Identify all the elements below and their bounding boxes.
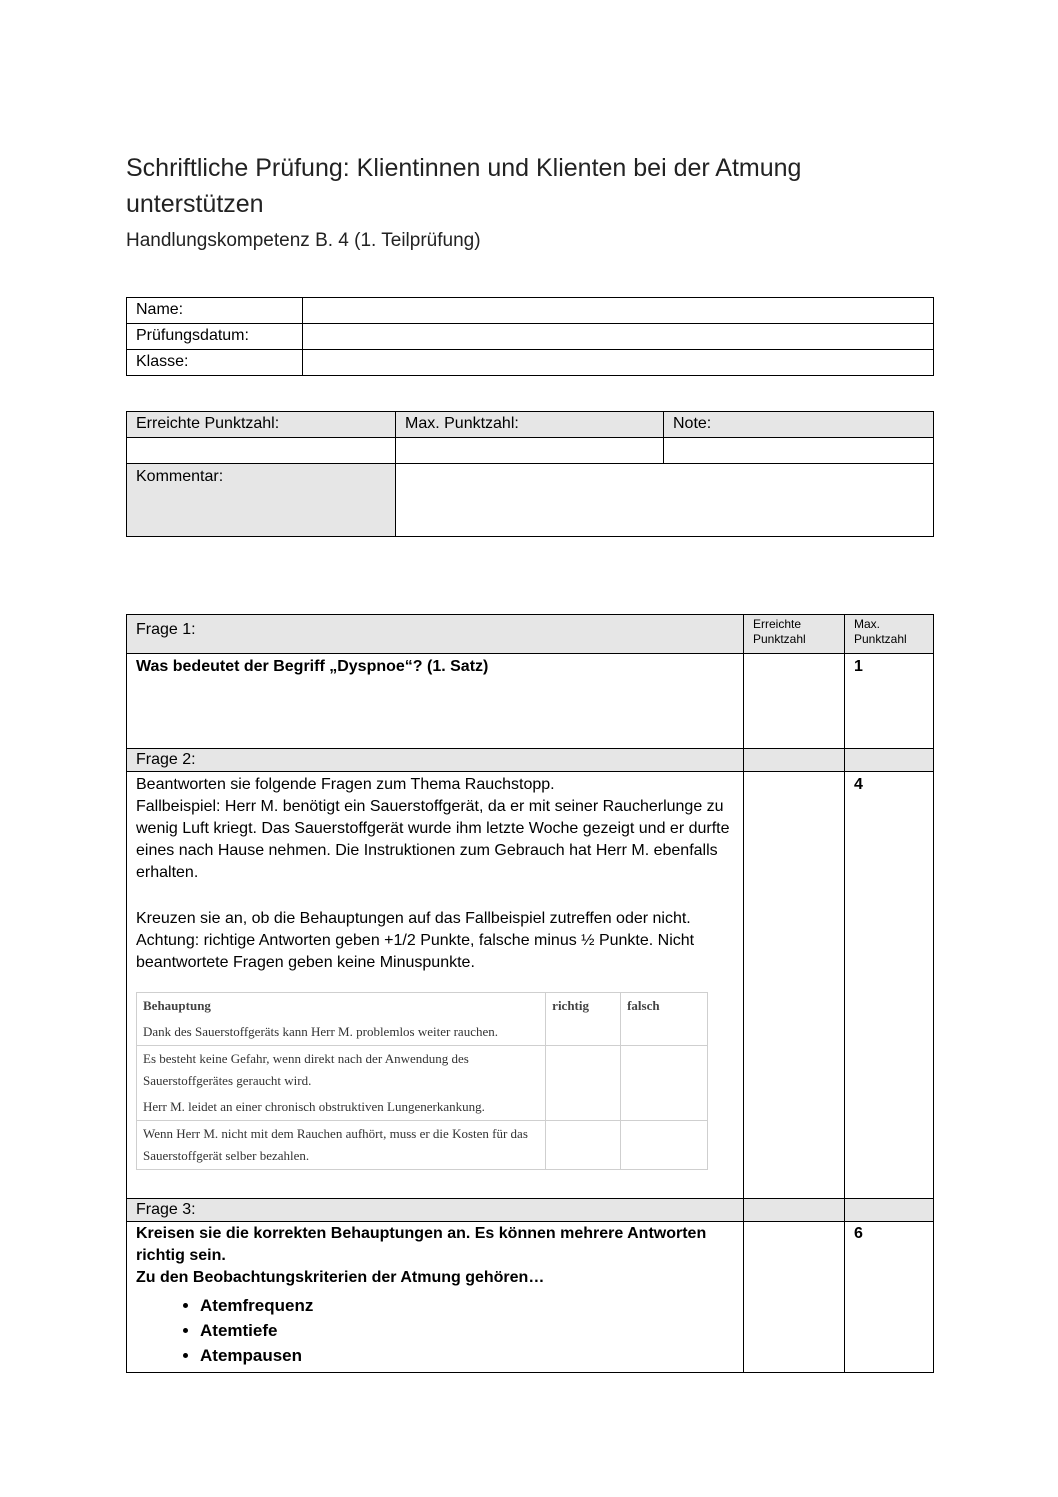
question-2-instruction: Kreuzen sie an, ob die Behauptungen auf das Fallbeispiel zutreffen oder nicht. Achtung: richtige Antworten geben +1/2 Punkte, falsche minus ½ Punkte. Nicht beantwortete Fragen geben keine Minuspunkte.: [136, 910, 695, 971]
question-3-options: [136, 1293, 734, 1368]
true-header: richtig: [546, 993, 621, 1020]
question-3-achieved-field[interactable]: [744, 1222, 845, 1373]
name-field[interactable]: [303, 298, 934, 324]
question-3-instruction: Kreisen sie die korrekten Behauptungen an. Es können mehrere Antworten richtig sein.: [136, 1225, 707, 1264]
question-2-achieved-field[interactable]: [744, 772, 845, 1199]
class-field[interactable]: [303, 350, 934, 376]
statement-row-4: Wenn Herr M. nicht mit dem Rauchen aufhört, muss er die Kosten für das Sauerstoffgerät selber bezahlen.: [137, 1121, 546, 1170]
question-2-max-points: 4: [845, 772, 934, 1199]
page-subtitle: Handlungskompetenz B. 4 (1. Teilprüfung): [126, 230, 481, 251]
exam-date-field[interactable]: [303, 324, 934, 350]
student-info-table: [126, 297, 934, 376]
question-1-text: Was bedeutet der Begriff „Dyspnoe“? (1. Satz): [127, 654, 744, 749]
option-atemfrequenz[interactable]: • Atemfrequenz: [200, 1293, 734, 1318]
comment-field[interactable]: [396, 464, 934, 537]
question-1-achieved-field[interactable]: [744, 654, 845, 749]
question-1-label: Frage 1:: [127, 615, 744, 654]
question-3-prompt: Zu den Beobachtungskriterien der Atmung gehören…: [136, 1269, 545, 1286]
statement-table: [136, 992, 708, 1170]
question-1-max-points: 1: [845, 654, 934, 749]
max-points-field[interactable]: [396, 438, 664, 464]
achieved-points-field[interactable]: [127, 438, 396, 464]
max-points-label: Max. Punktzahl:: [396, 412, 664, 438]
grade-label: Note:: [664, 412, 934, 438]
question-2-case: Fallbeispiel: Herr M. benötigt ein Sauerstoffgerät, da er mit seiner Raucherlunge zu wenig Luft kriegt. Das Sauerstoffgerät wurde ihm letzte Woche gezeigt und er durfte eines nach Hause nehmen. Die Instruktionen zum Gebrauch hat Herr M. ebenfalls erhalten.: [136, 798, 730, 881]
class-label: Klasse:: [127, 350, 303, 376]
statement-4-true-checkbox[interactable]: [546, 1121, 621, 1170]
max-points-header: Max. Punktzahl: [845, 615, 934, 654]
achieved-points-label: Erreichte Punktzahl:: [127, 412, 396, 438]
name-label: Name:: [127, 298, 303, 324]
statement-row-3: Herr M. leidet an einer chronisch obstruktiven Lungenerkankung.: [137, 1094, 546, 1121]
statement-1-false-checkbox[interactable]: [621, 1019, 708, 1046]
statement-4-false-checkbox[interactable]: [621, 1121, 708, 1170]
comment-label: Kommentar:: [127, 464, 396, 537]
question-2-label: Frage 2:: [127, 749, 744, 772]
question-2-intro: Beantworten sie folgende Fragen zum Thema Rauchstopp.: [136, 776, 555, 793]
question-3-body: [127, 1222, 744, 1373]
statement-row-2: Es besteht keine Gefahr, wenn direkt nach der Anwendung des Sauerstoffgerätes geraucht wird.: [137, 1046, 546, 1095]
exam-date-label: Prüfungsdatum:: [127, 324, 303, 350]
questions-table: [126, 614, 934, 1373]
question-2-body: [127, 772, 744, 1199]
statement-1-true-checkbox[interactable]: [546, 1019, 621, 1046]
page-title: Schriftliche Prüfung: Klientinnen und Klienten bei der Atmung unterstützen: [126, 154, 802, 218]
statement-2-true-checkbox[interactable]: [546, 1046, 621, 1121]
question-3-max-points: 6: [845, 1222, 934, 1373]
statement-header: Behauptung: [137, 993, 546, 1020]
score-table: [126, 411, 934, 537]
grade-field[interactable]: [664, 438, 934, 464]
statement-2-false-checkbox[interactable]: [621, 1046, 708, 1121]
statement-row-1: Dank des Sauerstoffgeräts kann Herr M. problemlos weiter rauchen.: [137, 1019, 546, 1046]
option-atempausen[interactable]: • Atempausen: [200, 1343, 734, 1368]
question-3-label: Frage 3:: [127, 1199, 744, 1222]
option-atemtiefe[interactable]: • Atemtiefe: [200, 1318, 734, 1343]
achieved-points-header: Erreichte Punktzahl: [744, 615, 845, 654]
false-header: falsch: [621, 993, 708, 1020]
